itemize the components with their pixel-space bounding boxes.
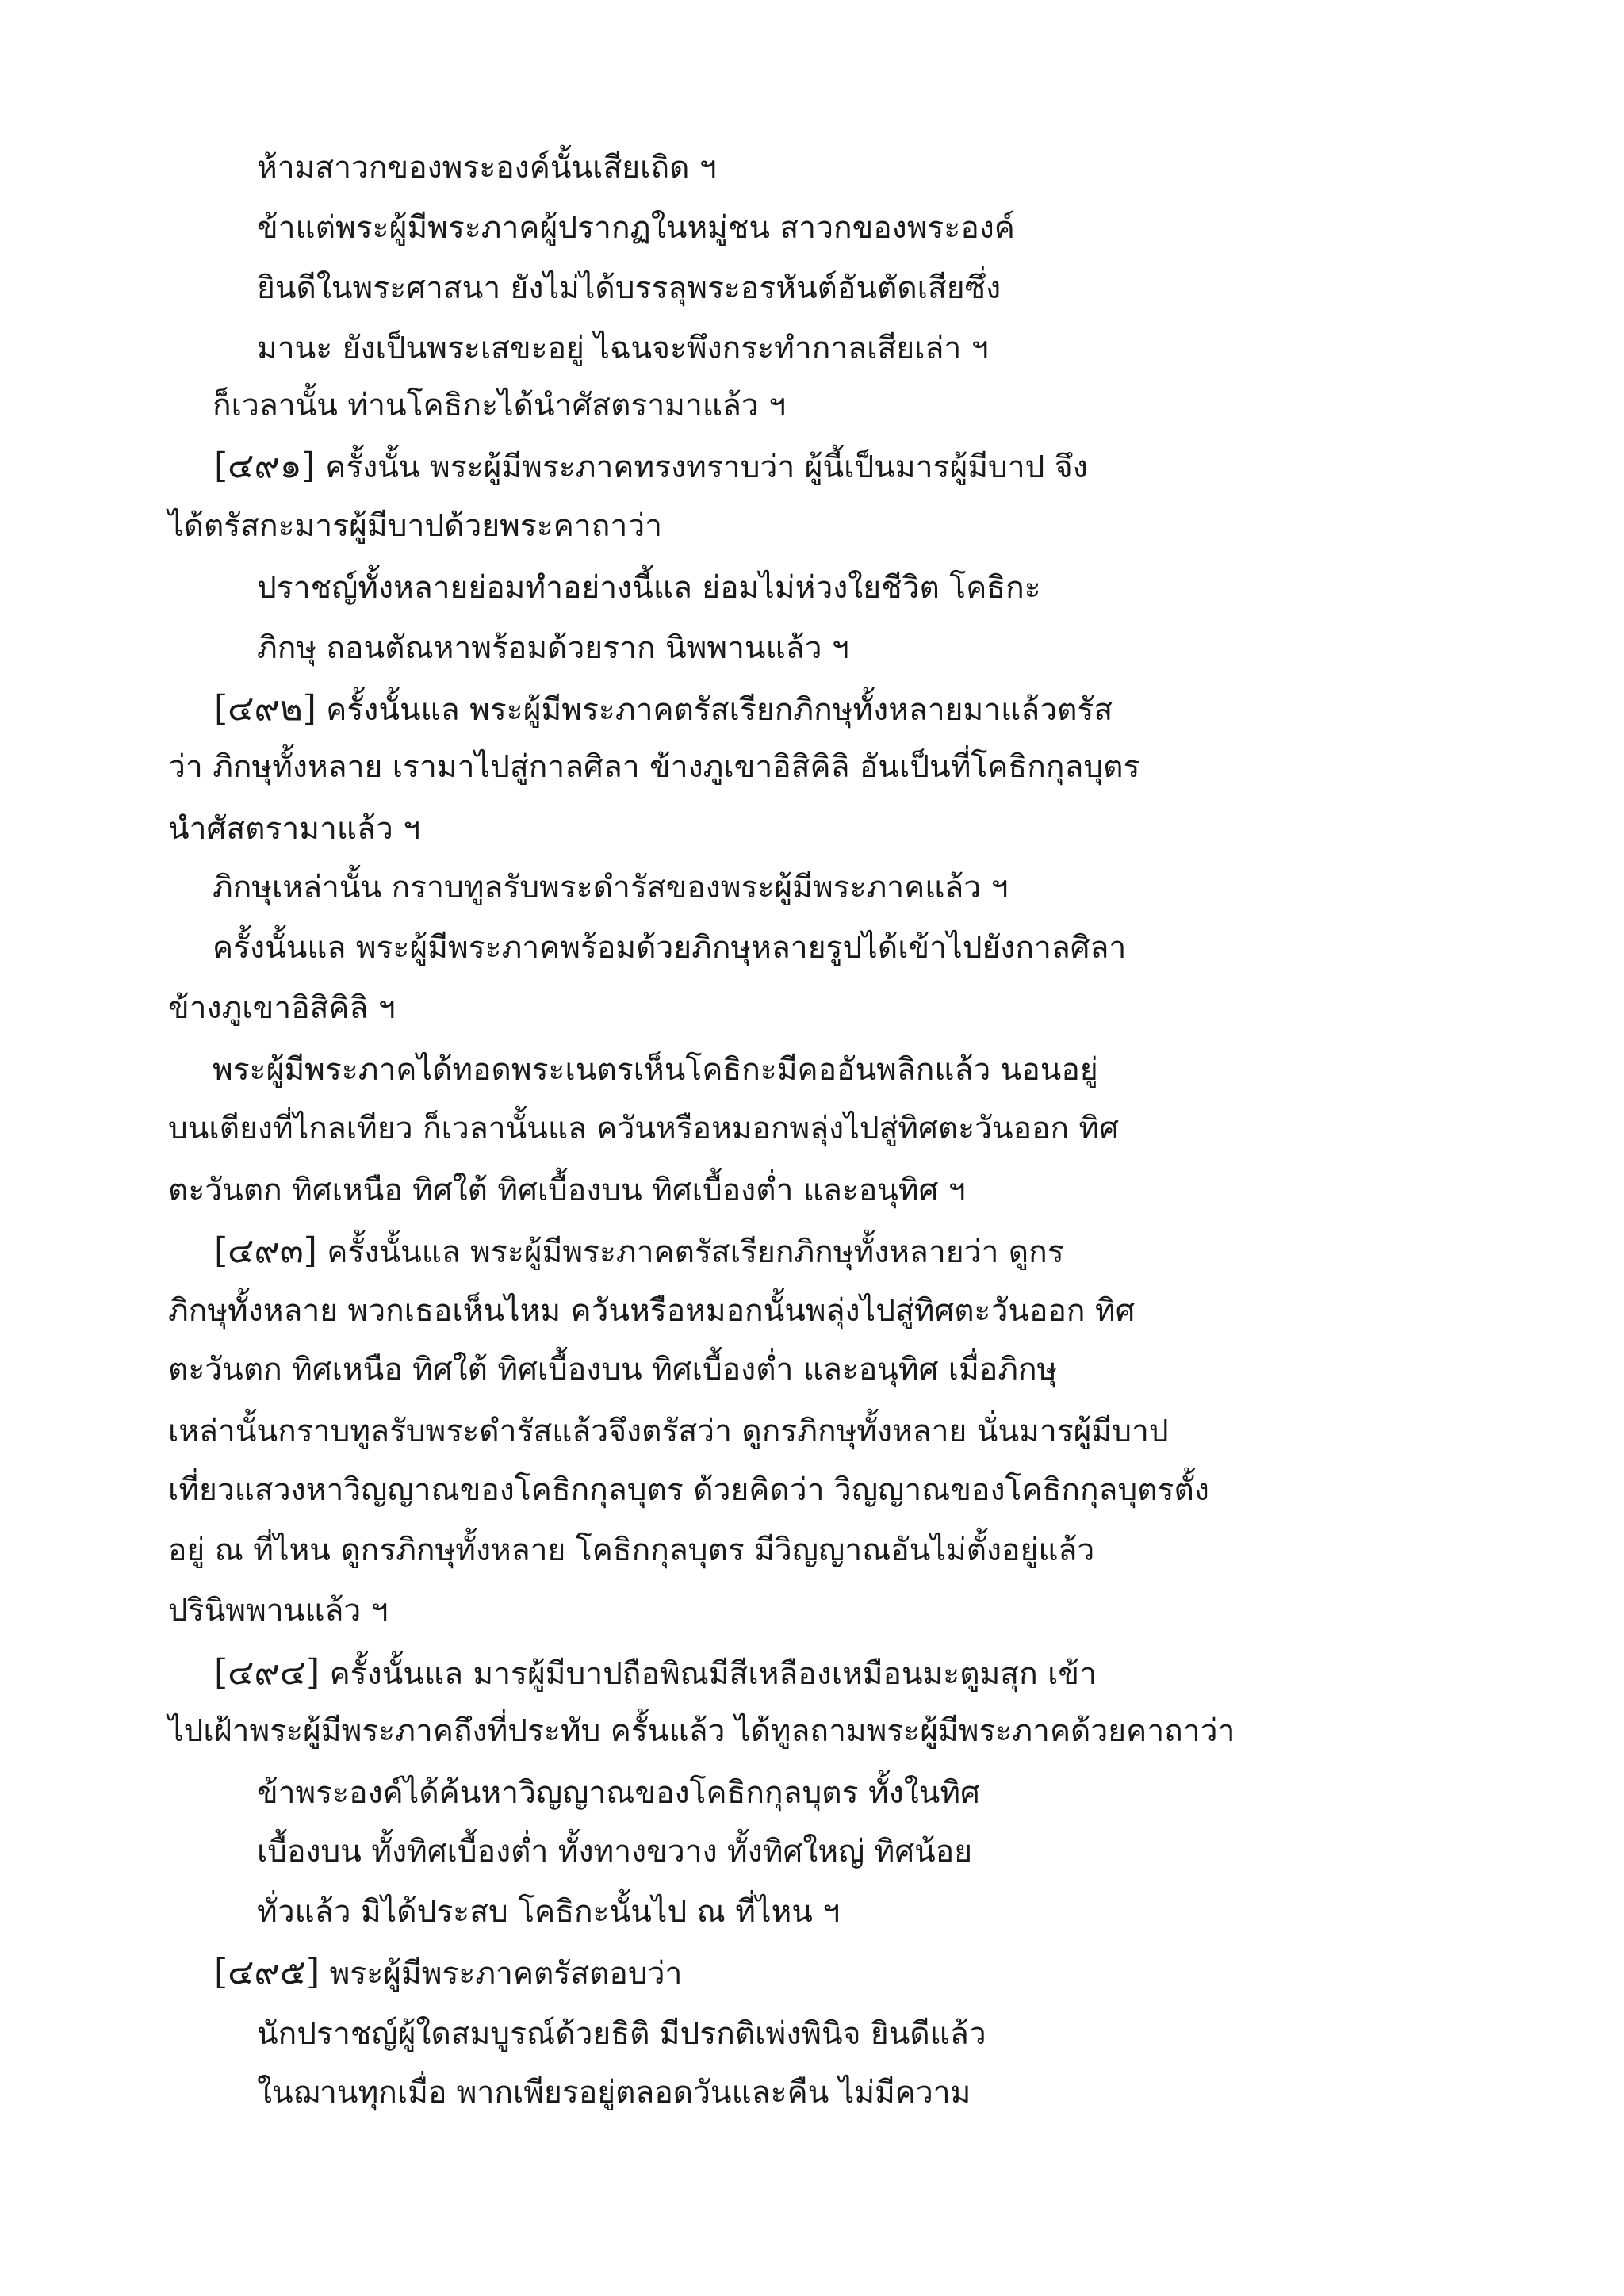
text-line	[257, 144, 717, 192]
text-line	[213, 864, 1009, 912]
line-text: พระผู้มีพระภาคได้ทอดพระเนตรเห็นโคธิกะมีคออันพลิกแล้ว นอนอยู่	[213, 1052, 1098, 1088]
text-line	[168, 1587, 389, 1635]
text-line	[168, 1167, 966, 1215]
text-line	[214, 1649, 1097, 1698]
line-text: บนเตียงที่ไกลเทียว ก็เวลานั้นแล ควันหรือหมอกพลุ่งไปสู่ทิศตะวันออก ทิศ	[168, 1111, 1120, 1146]
verse-number: [๔๙๑]	[214, 446, 316, 486]
text-line	[214, 1949, 682, 1998]
line-text: ครั้งนั้นแล พระผู้มีพระภาคตรัสเรียกภิกษุทั้งหลายมาแล้วตรัส	[316, 692, 1113, 728]
text-line	[214, 685, 1113, 734]
line-text: ครั้งนั้นแล มารผู้มีบาปถือพิณมีสีเหลืองเหมือนมะตูมสุก เข้า	[320, 1656, 1097, 1692]
line-text: ปราชญ์ทั้งหลายย่อมทำอย่างนี้แล ย่อมไม่ห่วงใยชีวิต โคธิกะ	[257, 570, 1041, 606]
line-text: ห้ามสาวกของพระองค์นั้นเสียเถิด ฯ	[257, 150, 717, 186]
text-line	[168, 744, 1139, 791]
text-line	[213, 382, 786, 430]
line-text: ก็เวลานั้น ท่านโคธิกะได้นำศัสตรามาแล้ว ฯ	[213, 388, 787, 423]
line-text: เที่ยวแสวงหาวิญญาณของโคธิกกุลบุตร ด้วยคิดว่า วิญญาณของโคธิกกุลบุตรตั้ง	[168, 1472, 1209, 1508]
text-line	[168, 503, 662, 550]
text-line	[257, 1828, 972, 1876]
text-line	[168, 985, 396, 1032]
text-line	[168, 1708, 1235, 1755]
line-text: นักปราชญ์ผู้ใดสมบูรณ์ด้วยธิติ มีปรกติเพ่งพินิจ ยินดีแล้ว	[257, 2016, 986, 2052]
text-line	[168, 1288, 1135, 1335]
line-text: ข้าแต่พระผู้มีพระภาคผู้ปรากฏในหมู่ชน สาวกของพระองค์	[257, 210, 1015, 246]
text-line	[257, 1888, 840, 1936]
text-line	[257, 625, 849, 672]
line-text: ภิกษุทั้งหลาย พวกเธอเห็นไหม ควันหรือหมอกนั้นพลุ่งไปสู่ทิศตะวันออก ทิศ	[168, 1293, 1136, 1329]
text-line	[257, 564, 1041, 612]
line-text: เบื้องบน ทั้งทิศเบื้องต่ำ ทั้งทางขวาง ทั้งทิศใหญ่ ทิศน้อย	[257, 1834, 973, 1869]
verse-number: [๔๙๓]	[214, 1230, 317, 1271]
text-line	[257, 2069, 971, 2117]
text-line	[168, 1105, 1119, 1153]
line-text: นำศัสตรามาแล้ว ฯ	[168, 811, 421, 847]
verse-number: [๔๙๒]	[214, 688, 316, 729]
text-line	[168, 806, 420, 853]
line-text: อยู่ ณ ที่ไหน ดูกรภิกษุทั้งหลาย โคธิกกุลบุตร มีวิญญาณอันไม่ตั้งอยู่แล้ว	[168, 1533, 1095, 1568]
text-line	[168, 1527, 1094, 1575]
text-line	[213, 1047, 1098, 1094]
text-line	[168, 1346, 1057, 1394]
line-text: ยินดีในพระศาสนา ยังไม่ได้บรรลุพระอรหันต์อันตัดเสียซึ่ง	[257, 270, 1002, 306]
text-line	[214, 1227, 1064, 1276]
line-text: ครั้งนั้นแล พระผู้มีพระภาคพร้อมด้วยภิกษุหลายรูปได้เข้าไปยังกาลศิลา	[213, 930, 1127, 966]
text-line	[168, 1467, 1209, 1514]
text-line	[168, 1408, 1169, 1456]
text-line	[213, 924, 1126, 972]
line-text: มานะ ยังเป็นพระเสขะอยู่ ไฉนจะพึงกระทำกาลเสียเล่า ฯ	[257, 331, 989, 366]
line-text: เหล่านั้นกราบทูลรับพระดำรัสแล้วจึงตรัสว่า ดูกรภิกษุทั้งหลาย นั่นมารผู้มีบาป	[168, 1414, 1169, 1449]
verse-number: [๔๙๕]	[214, 1952, 320, 1992]
text-line	[214, 442, 1088, 492]
text-line	[257, 2011, 986, 2058]
line-text: ในฌานทุกเมื่อ พากเพียรอยู่ตลอดวันและคืน ไม่มีความ	[257, 2075, 971, 2110]
text-line	[257, 325, 989, 373]
line-text: ครั้งนั้นแล พระผู้มีพระภาคตรัสเรียกภิกษุทั้งหลายว่า ดูกร	[316, 1234, 1064, 1270]
line-text: ไปเฝ้าพระผู้มีพระภาคถึงที่ประทับ ครั้นแล้ว ได้ทูลถามพระผู้มีพระภาคด้วยคาถาว่า	[168, 1713, 1235, 1749]
line-text: ปรินิพพานแล้ว ฯ	[168, 1593, 389, 1628]
line-text: ข้างภูเขาอิสิคิลิ ฯ	[168, 990, 396, 1026]
text-line	[257, 1770, 980, 1817]
line-text: ตะวันตก ทิศเหนือ ทิศใต้ ทิศเบื้องบน ทิศเบื้องต่ำ และอนุทิศ ฯ	[168, 1173, 966, 1208]
line-text: พระผู้มีพระภาคตรัสตอบว่า	[320, 1956, 683, 1992]
line-text: ได้ตรัสกะมารผู้มีบาปด้วยพระคาถาว่า	[168, 508, 663, 544]
verse-number: [๔๙๔]	[214, 1652, 320, 1693]
line-text: ทั่วแล้ว มิได้ประสบ โคธิกะนั้นไป ณ ที่ไหน ฯ	[257, 1894, 841, 1930]
text-line	[257, 205, 1015, 252]
text-line	[257, 265, 1001, 312]
line-text: ว่า ภิกษุทั้งหลาย เรามาไปสู่กาลศิลา ข้างภูเขาอิสิคิลิ อันเป็นที่โคธิกกุลบุตร	[168, 749, 1140, 785]
line-text: ตะวันตก ทิศเหนือ ทิศใต้ ทิศเบื้องบน ทิศเบื้องต่ำ และอนุทิศ เมื่อภิกษุ	[168, 1352, 1058, 1387]
line-text: ภิกษุเหล่านั้น กราบทูลรับพระดำรัสของพระผู้มีพระภาคแล้ว ฯ	[213, 870, 1009, 905]
line-text: ข้าพระองค์ได้ค้นหาวิญญาณของโคธิกกุลบุตร ทั้งในทิศ	[257, 1775, 980, 1811]
line-text: ภิกษุ ถอนตัณหาพร้อมด้วยราก นิพพานแล้ว ฯ	[257, 630, 849, 666]
line-text: ครั้งนั้น พระผู้มีพระภาคทรงทราบว่า ผู้นี้เป็นมารผู้มีบาป จึง	[315, 450, 1088, 485]
